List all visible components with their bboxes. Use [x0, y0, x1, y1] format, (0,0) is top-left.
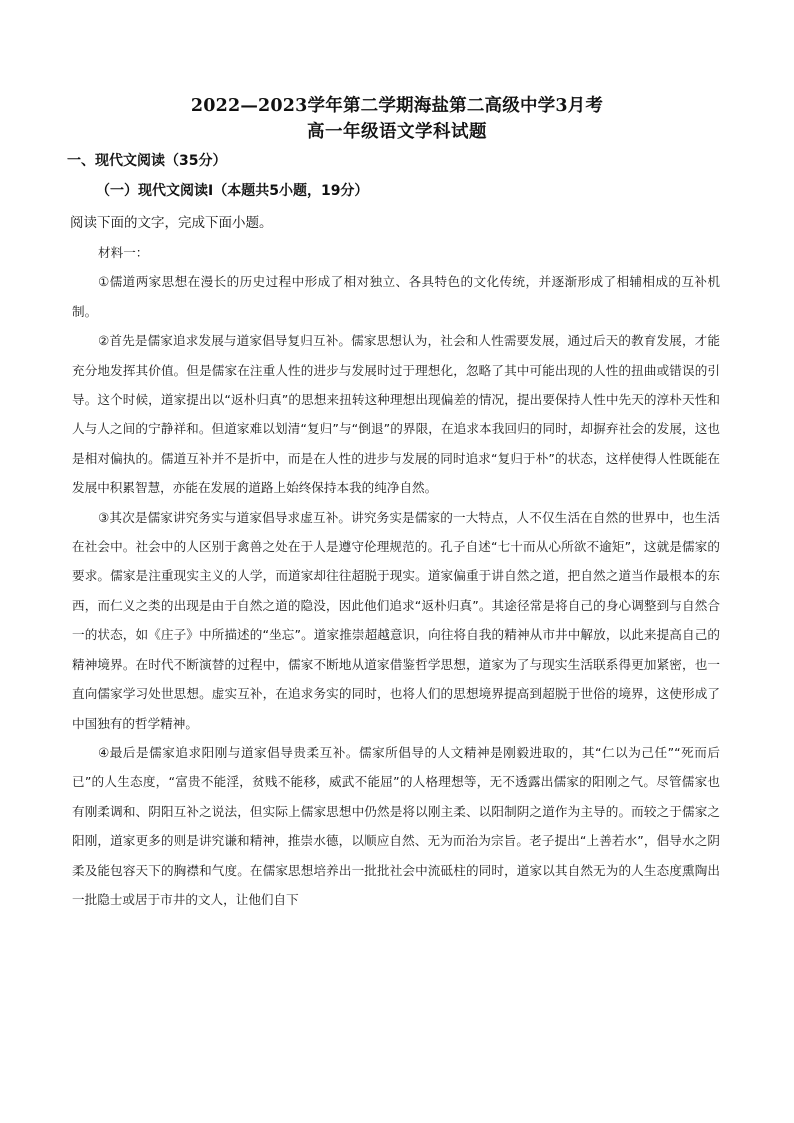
exam-subtitle: 高一年级语文学科试题 — [307, 122, 487, 142]
paragraph-4: ④最后是儒家追求阳刚与道家倡导贵柔互补。儒家所倡导的人文精神是刚毅进取的，其“仁以为己任”“死而后已”的人生态度，“富贵不能淫，贫贱不能移，威武不能屈”的人格理想等，无不透露出儒家的阳刚之气。尽管儒家也有刚柔调和、阴阳互补之说法，但实际上儒家思想中仍然是将以刚主柔、以阳制阴之道作为主导的。而较之于儒家之阳刚，道家更多的则是讲究谦和精神，推崇水德，以顺应自然、无为而治为宗旨。老子提出“上善若水”，倡导水之阴柔及能包容天下的胸襟和气度。在儒家思想培养出一批批社会中流砥柱的同时，道家以其自然无为的人生态度熏陶出一批隐士或居于市井的文人，让他们自下 — [72, 744, 720, 907]
subsection-heading: （一）现代文阅读Ⅰ（本题共5小题，19分） — [96, 183, 369, 199]
material-label: 材料一： — [98, 245, 149, 260]
exam-title: 2022—2023学年第二学期海盐第二高级中学3月考 — [190, 96, 604, 116]
paragraph-2: ②首先是儒家追求发展与道家倡导复归互补。儒家思想认为，社会和人性需要发展，通过后天的教育发展，才能充分地发挥其价值。但是儒家在注重人性的进步与发展时过于理想化，忽略了其中可能出现的人性的扭曲或错误的引导。这个时候，道家提出以“返朴归真”的思想来扭转这种理想出现偏差的情况，提出要保持人性中先天的淳朴天性和人与人之间的宁静祥和。但道家难以划清“复归”与“倒退”的界限，在追求本我回归的同时，却摒弃社会的发展，这也是相对偏执的。儒道互补并不是折中，而是在人性的进步与发展的同时追求“复归于朴”的状态，这样使得人性既能在发展中积累智慧，亦能在发展的道路上始终保持本我的纯净自然。 — [72, 333, 720, 496]
section-heading: 一、现代文阅读（35分） — [67, 153, 227, 169]
paragraph-3: ③其次是儒家讲究务实与道家倡导求虚互补。讲究务实是儒家的一大特点，人不仅生活在自然的世界中，也生活在社会中。社会中的人区别于禽兽之处在于人是遵守伦理规范的。孔子自述“七十而从心所欲不逾矩”，这就是儒家的要求。儒家是注重现实主义的人学，而道家却往往超脱于现实。道家偏重于讲自然之道，把自然之道当作最根本的东西，而仁义之类的出现是由于自然之道的隐没，因此他们追求“返朴归真”。其途径常是将自己的身心调整到与自然合一的状态，如《庄子》中所描述的“坐忘”。道家推崇超越意识，向往将自我的精神从市井中解放，以此来提高自己的精神境界。在时代不断演替的过程中，儒家不断地从道家借鉴哲学思想，道家为了与现实生活联系得更加紧密，也一直向儒家学习处世思想。虚实互补，在追求务实的同时，也将人们的思想境界提高到超脱于世俗的境界，这使形成了中国独有的哲学精神。 — [72, 509, 720, 731]
material-body — [72, 238, 720, 914]
reading-instruction: 阅读下面的文字，完成下面小题。 — [70, 215, 273, 231]
paragraph-1: ①儒道两家思想在漫长的历史过程中形成了相对独立、各具特色的文化传统，并逐渐形成了相辅相成的互补机制。 — [72, 274, 720, 319]
